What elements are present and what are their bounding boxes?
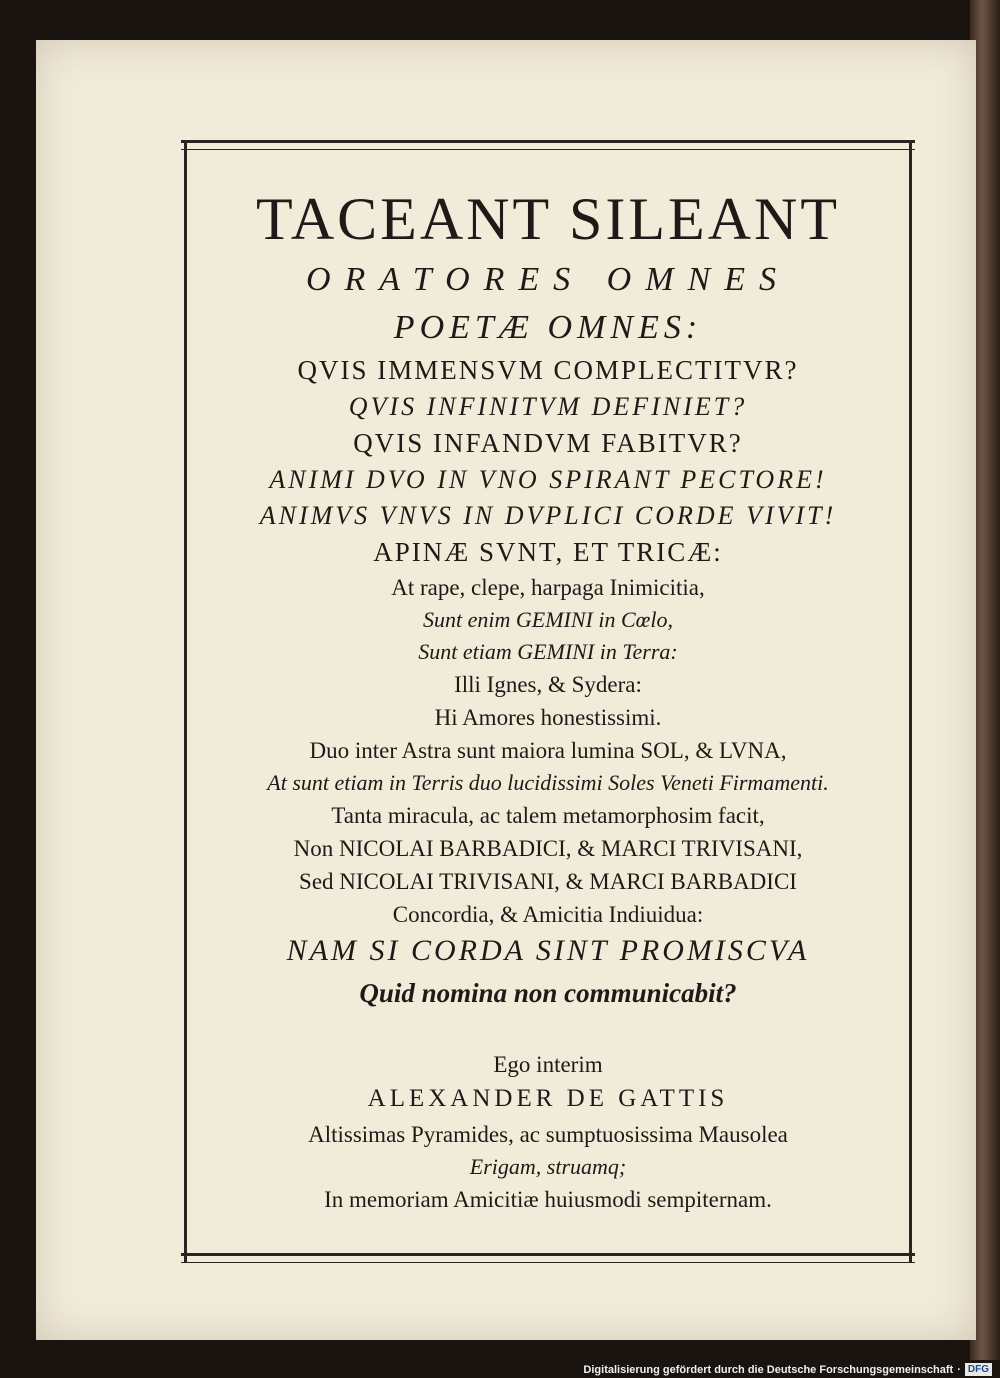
text-line: Hi Amores honestissimi.: [434, 705, 662, 730]
heading-line: TACEANT SILEANT: [255, 186, 841, 252]
ornamental-frame: [184, 143, 912, 1263]
dfg-logo-icon: DFG: [965, 1363, 992, 1376]
text-line: Ego interim: [493, 1052, 603, 1077]
text-line: ANIMVS VNVS IN DVPLICI CORDE VIVIT!: [259, 501, 837, 530]
book-page: [36, 40, 976, 1340]
text-line: Illi Ignes, & Sydera:: [454, 672, 642, 697]
text-line: ANIMI DVO IN VNO SPIRANT PECTORE!: [269, 465, 827, 494]
text-line: Quid nomina non communicabit?: [359, 978, 737, 1008]
text-line: QVIS IMMENSVM COMPLECTITVR?: [297, 355, 799, 385]
text-line: Concordia, & Amicitia Indiuidua:: [392, 902, 704, 927]
text-line: QVIS INFINITVM DEFINIET?: [348, 392, 748, 421]
page-text: [187, 186, 909, 1221]
text-line: Non NICOLAI BARBADICI, & MARCI TRIVISANI,: [293, 836, 803, 861]
text-line: Altissimas Pyramides, ac sumptuosissima Mausolea: [308, 1122, 788, 1147]
text-line: NAM SI CORDA SINT PROMISCVA: [286, 934, 810, 967]
text-line: Sunt etiam GEMINI in Terra:: [418, 639, 678, 664]
frame-bottom-rule: [181, 1253, 915, 1263]
author-name: ALEXANDER DE GATTIS: [367, 1085, 729, 1112]
text-line: QVIS INFANDVM FABITVR?: [353, 428, 743, 458]
subheading-line: ORATORES OMNES: [305, 261, 791, 298]
text-line: Sunt enim GEMINI in Cœlo,: [423, 607, 673, 632]
frame-top-rule: [181, 140, 915, 150]
subheading-line: POETÆ OMNES:: [393, 309, 703, 346]
text-line: Sed NICOLAI TRIVISANI, & MARCI BARBADICI: [299, 869, 797, 894]
text-line: Duo inter Astra sunt maiora lumina SOL, & LVNA,: [309, 738, 787, 763]
text-line: Tanta miracula, ac talem metamorphosim facit,: [331, 803, 765, 828]
text-line: Erigam, struamq;: [469, 1154, 627, 1179]
text-line: At sunt etiam in Terris duo lucidissimi Soles Veneti Firmamenti.: [267, 770, 829, 795]
footer-text: Digitalisierung gefördert durch die Deutsche Forschungsgemeinschaft: [583, 1363, 954, 1376]
text-line: APINÆ SVNT, ET TRICÆ:: [373, 537, 723, 567]
text-line: At rape, clepe, harpaga Inimicitia,: [391, 575, 705, 600]
digitization-footer: Digitalisierung gefördert durch die Deutsche Forschungsgemeinschaft · DFG: [583, 1363, 992, 1376]
text-line: In memoriam Amicitiæ huiusmodi sempiternam.: [324, 1187, 772, 1212]
